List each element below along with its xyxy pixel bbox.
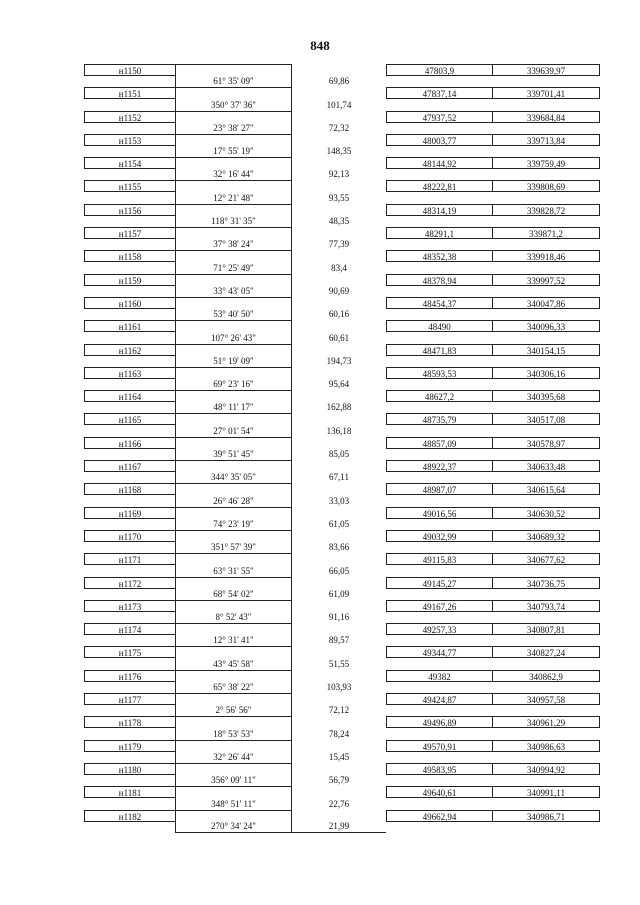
distance-cell: 56,79 (291, 763, 386, 786)
point-cell: н1167 (84, 460, 175, 472)
distance-cell: 66,05 (291, 553, 386, 576)
y-coord-cell: 340827,24 (492, 646, 600, 658)
x-coord-cell: 49167,26 (386, 600, 492, 612)
table-row (84, 646, 600, 669)
table-row (84, 134, 600, 157)
point-cell: н1152 (84, 111, 175, 123)
point-cell: н1171 (84, 553, 175, 565)
x-coord-cell: 47837,14 (386, 87, 492, 99)
y-coord-cell: 340736,75 (492, 577, 600, 589)
point-cell: н1150 (84, 64, 175, 76)
point-cell: н1177 (84, 693, 175, 705)
y-coord-cell: 340096,33 (492, 320, 600, 332)
angle-cell: 53° 40' 50" (175, 297, 291, 320)
y-coord-cell: 339808,69 (492, 180, 600, 192)
x-coord-cell: 48144,92 (386, 157, 492, 169)
point-cell: н1165 (84, 413, 175, 425)
point-cell: н1163 (84, 367, 175, 379)
distance-cell: 60,61 (291, 320, 386, 343)
point-cell: н1154 (84, 157, 175, 169)
angle-cell: 350° 37' 36" (175, 87, 291, 110)
point-cell: н1158 (84, 250, 175, 262)
distance-cell: 48,35 (291, 204, 386, 227)
point-cell: н1160 (84, 297, 175, 309)
y-coord-cell: 340862,9 (492, 670, 600, 682)
angle-cell: 18° 53' 53" (175, 716, 291, 739)
angle-cell: 348° 51' 11" (175, 786, 291, 809)
angle-cell: 118° 31' 35" (175, 204, 291, 227)
angle-cell: 356° 09' 11" (175, 763, 291, 786)
angle-cell: 61° 35' 09" (175, 64, 291, 87)
table-row (84, 553, 600, 576)
table-row (84, 763, 600, 786)
point-cell: н1159 (84, 274, 175, 286)
table-row (84, 320, 600, 343)
table-row (84, 740, 600, 763)
angle-cell: 26° 46' 28" (175, 483, 291, 506)
table-row (84, 623, 600, 646)
y-coord-cell: 340807,81 (492, 623, 600, 635)
point-cell: н1169 (84, 507, 175, 519)
y-coord-cell: 340986,63 (492, 740, 600, 752)
y-coord-cell: 340991,11 (492, 786, 600, 798)
x-coord-cell: 48735,79 (386, 413, 492, 425)
point-cell: н1156 (84, 204, 175, 216)
distance-cell: 51,55 (291, 646, 386, 669)
point-cell: н1182 (84, 810, 175, 822)
x-coord-cell: 48922,37 (386, 460, 492, 472)
y-coord-cell: 340986,71 (492, 810, 600, 822)
y-coord-cell: 339871,2 (492, 227, 600, 239)
distance-cell: 85,05 (291, 437, 386, 460)
y-coord-cell: 340689,32 (492, 530, 600, 542)
y-coord-cell: 340630,52 (492, 507, 600, 519)
table-row (84, 111, 600, 134)
y-coord-cell: 339713,84 (492, 134, 600, 146)
table-row (84, 810, 600, 833)
y-coord-cell: 340578,97 (492, 437, 600, 449)
x-coord-cell: 49496,89 (386, 716, 492, 728)
x-coord-cell: 49344,77 (386, 646, 492, 658)
table-row (84, 180, 600, 203)
distance-cell: 61,09 (291, 577, 386, 600)
table-row (84, 600, 600, 623)
angle-cell: 12° 21' 48" (175, 180, 291, 203)
y-coord-cell: 340793,74 (492, 600, 600, 612)
angle-cell: 8° 52' 43" (175, 600, 291, 623)
y-coord-cell: 340154,15 (492, 344, 600, 356)
distance-cell: 101,74 (291, 87, 386, 110)
table-row (84, 460, 600, 483)
angle-cell: 23° 38' 27" (175, 111, 291, 134)
x-coord-cell: 48471,83 (386, 344, 492, 356)
table-row (84, 204, 600, 227)
distance-cell: 91,16 (291, 600, 386, 623)
distance-cell: 162,88 (291, 390, 386, 413)
y-coord-cell: 339639,97 (492, 64, 600, 76)
x-coord-cell: 49570,91 (386, 740, 492, 752)
y-coord-cell: 340395,68 (492, 390, 600, 402)
y-coord-cell: 339684,84 (492, 111, 600, 123)
y-coord-cell: 340633,48 (492, 460, 600, 472)
angle-cell: 74° 23' 19" (175, 507, 291, 530)
y-coord-cell: 339918,46 (492, 250, 600, 262)
y-coord-cell: 340517,08 (492, 413, 600, 425)
x-coord-cell: 48857,09 (386, 437, 492, 449)
distance-cell: 33,03 (291, 483, 386, 506)
y-coord-cell: 340957,58 (492, 693, 600, 705)
table-row (84, 530, 600, 553)
distance-cell: 69,86 (291, 64, 386, 87)
table-row (84, 483, 600, 506)
y-coord-cell: 339828,72 (492, 204, 600, 216)
x-coord-cell: 49257,33 (386, 623, 492, 635)
distance-cell: 78,24 (291, 716, 386, 739)
point-cell: н1151 (84, 87, 175, 99)
y-coord-cell: 340615,64 (492, 483, 600, 495)
distance-cell: 194,73 (291, 344, 386, 367)
x-coord-cell: 48490 (386, 320, 492, 332)
distance-cell: 90,69 (291, 274, 386, 297)
angle-cell: 107° 26' 43" (175, 320, 291, 343)
table-row (84, 577, 600, 600)
angle-cell: 51° 19' 09" (175, 344, 291, 367)
table-row (84, 437, 600, 460)
y-coord-cell: 339997,52 (492, 274, 600, 286)
x-coord-cell: 48378,94 (386, 274, 492, 286)
y-coord-cell: 340306,16 (492, 367, 600, 379)
distance-cell: 83,66 (291, 530, 386, 553)
point-cell: н1162 (84, 344, 175, 356)
angle-cell: 17° 55' 19" (175, 134, 291, 157)
point-cell: н1174 (84, 623, 175, 635)
table-row (84, 367, 600, 390)
angle-cell: 344° 35' 05" (175, 460, 291, 483)
angle-cell: 48° 11' 17" (175, 390, 291, 413)
table-row (84, 670, 600, 693)
x-coord-cell: 48314,19 (386, 204, 492, 216)
table-row (84, 413, 600, 436)
table-row (84, 274, 600, 297)
x-coord-cell: 49016,56 (386, 507, 492, 519)
table-row (84, 786, 600, 809)
coordinate-table (84, 64, 600, 833)
angle-cell: 69° 23' 16" (175, 367, 291, 390)
distance-cell: 15,45 (291, 740, 386, 763)
point-cell: н1179 (84, 740, 175, 752)
angle-cell: 39° 51' 45" (175, 437, 291, 460)
angle-cell: 270° 34' 24" (175, 810, 291, 833)
angle-cell: 37° 38' 24" (175, 227, 291, 250)
x-coord-cell: 49032,99 (386, 530, 492, 542)
point-cell: н1170 (84, 530, 175, 542)
distance-cell: 67,11 (291, 460, 386, 483)
y-coord-cell: 339701,41 (492, 87, 600, 99)
x-coord-cell: 48352,38 (386, 250, 492, 262)
distance-cell: 89,57 (291, 623, 386, 646)
angle-cell: 351° 57' 39" (175, 530, 291, 553)
x-coord-cell: 49640,61 (386, 786, 492, 798)
x-coord-cell: 48222,81 (386, 180, 492, 192)
point-cell: н1157 (84, 227, 175, 239)
x-coord-cell: 49583,95 (386, 763, 492, 775)
distance-cell: 148,35 (291, 134, 386, 157)
page-number: 848 (310, 38, 330, 53)
x-coord-cell: 48627,2 (386, 390, 492, 402)
distance-cell: 72,32 (291, 111, 386, 134)
point-cell: н1176 (84, 670, 175, 682)
angle-cell: 2° 56' 56" (175, 693, 291, 716)
table-row (84, 344, 600, 367)
distance-cell: 60,16 (291, 297, 386, 320)
distance-cell: 61,05 (291, 507, 386, 530)
x-coord-cell: 48003,77 (386, 134, 492, 146)
point-cell: н1175 (84, 646, 175, 658)
point-cell: н1164 (84, 390, 175, 402)
x-coord-cell: 48593,53 (386, 367, 492, 379)
angle-cell: 43° 45' 58" (175, 646, 291, 669)
angle-cell: 12° 31' 41" (175, 623, 291, 646)
table-row (84, 157, 600, 180)
x-coord-cell: 49382 (386, 670, 492, 682)
distance-cell: 95,64 (291, 367, 386, 390)
distance-cell: 77,39 (291, 227, 386, 250)
angle-cell: 71° 25' 49" (175, 250, 291, 273)
x-coord-cell: 48987,07 (386, 483, 492, 495)
point-cell: н1153 (84, 134, 175, 146)
distance-cell: 72,12 (291, 693, 386, 716)
point-cell: н1172 (84, 577, 175, 589)
distance-cell: 21,99 (291, 810, 386, 833)
point-cell: н1168 (84, 483, 175, 495)
angle-cell: 65° 38' 22" (175, 670, 291, 693)
distance-cell: 92,13 (291, 157, 386, 180)
distance-cell: 83,4 (291, 250, 386, 273)
distance-cell: 136,18 (291, 413, 386, 436)
point-cell: н1180 (84, 763, 175, 775)
point-cell: н1181 (84, 786, 175, 798)
table-row (84, 87, 600, 110)
point-cell: н1161 (84, 320, 175, 332)
angle-cell: 32° 16' 44" (175, 157, 291, 180)
y-coord-cell: 340677,62 (492, 553, 600, 565)
distance-cell: 103,93 (291, 670, 386, 693)
table-row (84, 250, 600, 273)
point-cell: н1173 (84, 600, 175, 612)
x-coord-cell: 47937,52 (386, 111, 492, 123)
table-row (84, 390, 600, 413)
table-row (84, 716, 600, 739)
distance-cell: 93,55 (291, 180, 386, 203)
x-coord-cell: 48291,1 (386, 227, 492, 239)
angle-cell: 63° 31' 55" (175, 553, 291, 576)
y-coord-cell: 339759,49 (492, 157, 600, 169)
y-coord-cell: 340961,29 (492, 716, 600, 728)
y-coord-cell: 340047,86 (492, 297, 600, 309)
x-coord-cell: 49145,27 (386, 577, 492, 589)
angle-cell: 68° 54' 02" (175, 577, 291, 600)
point-cell: н1178 (84, 716, 175, 728)
x-coord-cell: 49424,87 (386, 693, 492, 705)
x-coord-cell: 47803,9 (386, 64, 492, 76)
point-cell: н1155 (84, 180, 175, 192)
angle-cell: 27° 01' 54" (175, 413, 291, 436)
x-coord-cell: 48454,37 (386, 297, 492, 309)
table-row (84, 64, 600, 87)
table-row (84, 227, 600, 250)
y-coord-cell: 340994,92 (492, 763, 600, 775)
table-row (84, 297, 600, 320)
x-coord-cell: 49115,83 (386, 553, 492, 565)
table-row (84, 693, 600, 716)
angle-cell: 33° 43' 05" (175, 274, 291, 297)
distance-cell: 22,76 (291, 786, 386, 809)
x-coord-cell: 49662,94 (386, 810, 492, 822)
table-row (84, 507, 600, 530)
angle-cell: 32° 26' 44" (175, 740, 291, 763)
point-cell: н1166 (84, 437, 175, 449)
